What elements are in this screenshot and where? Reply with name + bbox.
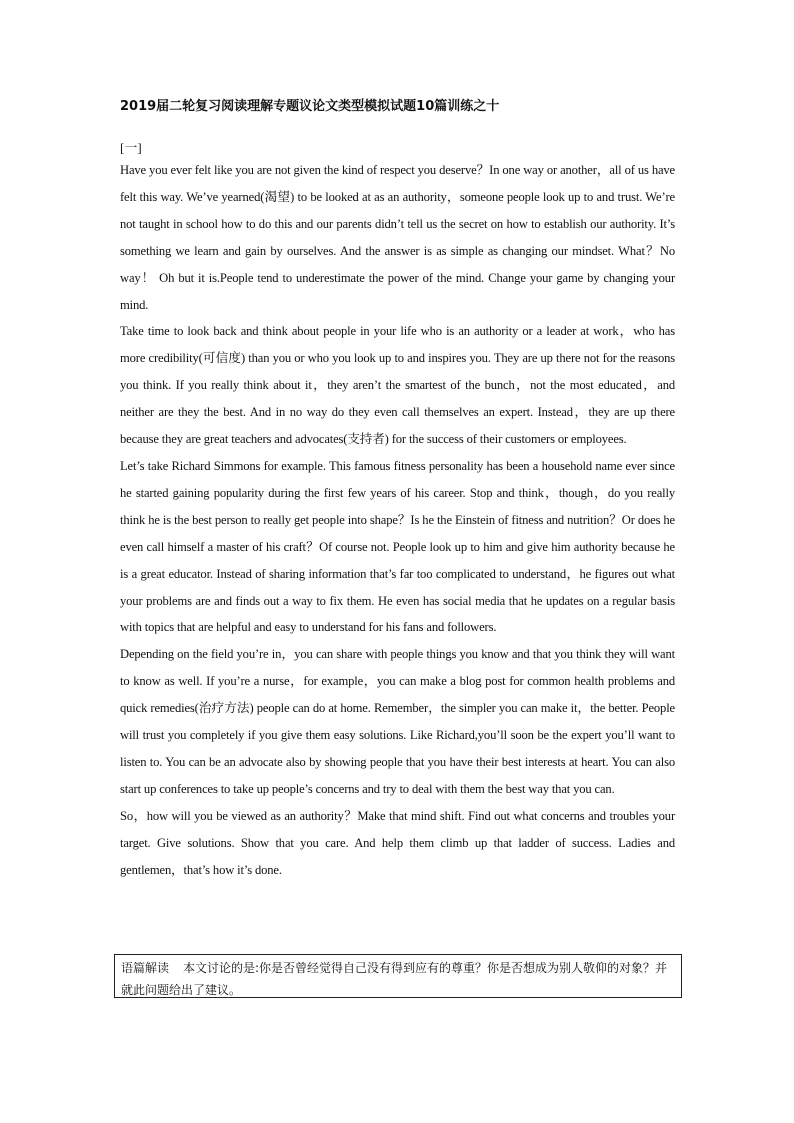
paragraph-2: Take time to look back and think about people in your life who is an authority or a leader at work，who has more credibility(可信度) than you or who you look up to and inspires you. They are up there not for the reasons you think. If you really think about it，they aren’t the smartest of the bunch，not the most educated，and neither are they the best. And in no way do they even call themselves an expert. Instead，they are up there because they are great teachers and advocates(支持者) for the success of their customers or employees. bbox=[120, 324, 675, 447]
document-title: 2019届二轮复习阅读理解专题议论文类型模拟试题10篇训练之十 bbox=[120, 99, 500, 114]
paragraph-3: Let’s take Richard Simmons for example. This famous fitness personality has been a household name ever since he started gaining popularity during the first few years of his career. Stop and think，though，do you really think he is the best person to really get people into shape？Is he the Einstein of fitness and nutrition？Or does he even call himself a master of his craft？Of course not. People look up to him and give him authority because he is a great educator. Instead of sharing information that’s far too complicated to understand，he figures out what your problems are and finds out a way to fix them. He even has social media that he updates on a regular basis with topics that are helpful and easy to understand for his fans and followers. bbox=[120, 458, 675, 635]
passage-body bbox=[120, 157, 675, 883]
paragraph-5: So，how will you be viewed as an authority？Make that mind shift. Find out what concerns and troubles your target. Give solutions. Show that you care. And help them climb up that ladder of success. Ladies and gentlemen，that’s how it’s done. bbox=[120, 808, 675, 877]
analysis-box bbox=[114, 954, 682, 998]
analysis-text: 本文讨论的是:你是否曾经觉得自己没有得到应有的尊重？你是否想成为别人敬仰的对象？并就此问题给出了建议。 bbox=[121, 961, 668, 997]
analysis-label: 语篇解读 bbox=[121, 961, 170, 975]
paragraph-1: Have you ever felt like you are not given the kind of respect you deserve？In one way or another，all of us have felt this way. We’ve yearned(渴望) to be looked at as an authority，someone people look up to and trust. We’re not taught in school how to do this and our parents didn’t tell us the secret on how to establish our authority. It’s something we learn and gain by ourselves. And the answer is as simple as changing our mindset. What？No way！ Oh but it is.People tend to underestimate the power of the mind. Change your game by changing your mind. bbox=[120, 163, 675, 312]
section-mark: [一] bbox=[120, 140, 142, 155]
paragraph-4: Depending on the field you’re in，you can share with people things you know and that you think they will want to know as well. If you’re a nurse，for example，you can make a blog post for common health problems and quick remedies(治疗方法) people can do at home. Remember，the simpler you can make it，the better. People will trust you completely if you give them easy solutions. Like Richard,you’ll soon be the expert you’ll want to listen to. You can be an advocate also by showing people that you have their best interests at heart. You can also start up conferences to take up people’s concerns and try to deal with them the best way that you can. bbox=[120, 647, 675, 796]
